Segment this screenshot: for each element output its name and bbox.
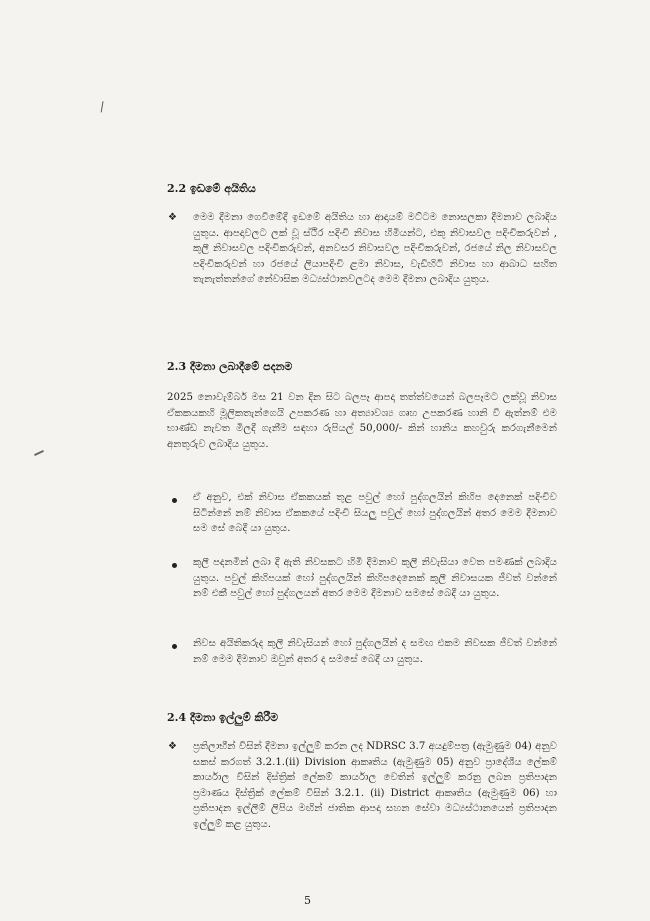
section-heading-2-3: 2.3 දීමනා ලබාදීමේ පදනම <box>167 360 293 373</box>
paragraph-ownership: මෙම දීමනා ගෙවීමේදී ඉඩමේ අයිතිය හා ආදායම් මට්ටම නොසලකා දීමනාව ලබාදිය යුතුය. ආපදාවලට ලක් වූ ස්ථිර පදිංචි නිවාස හිමියන්ට, එකු නිවාසවල පදිංචිකරුවන් , කුලී නිවාසවල පදිංචිකරුවන්, අනවසර නිවාසවල පදිංචිකරුවන්, රජයේ නිල නිවාසවල පදිංචිකරුවන් හා රජයේ ලියාපදිංචි ළමා නිවාස, වැඩිහිටි නිවාස හා ආබාධ සහිත තැනැත්තන්ගේ නේවාසික මධ්‍යස්ථානවලටද මෙම දීමනා ලබාදිය යුතුය. <box>193 212 557 286</box>
diamond-bullet-icon: ❖ <box>168 741 177 752</box>
diamond-bullet-icon: ❖ <box>168 212 177 223</box>
scan-artifact <box>34 450 44 456</box>
list-item-shared-household: ඒ අනුව, එක් නිවාස ඒකකයක් තුළ පවුල් හෝ පුද්ගලයින් කිහිප දෙනෙක් පදිංචිව සිටින්නේ නම් නිවාස ඒකකයේ පදිංචි සියලු පවුල් හෝ පුද්ගලයින් අතර මෙම දීමනාව සම සේ බෙදී යා යුතුය. <box>193 492 557 535</box>
section-heading-2-2: 2.2 ඉඩමේ අයිතිය <box>167 182 256 195</box>
bullet-dot-icon <box>172 563 177 568</box>
list-item-rented-house: කුලී පදනමින් ලබා දී ඇති නිවසකට හිමි දීමනාව කුලී නිවැසියා වෙත පමණක් ලබාදිය යුතුය. පවුල් කිහිපයක් හෝ පුද්ගලයින් කිහිපදෙනෙක් කුලී නිවාසයක ජීවත් වන්නේ නම් එකී පවුල් හෝ පුද්ගලයන් අතර මෙම දීමනාව සමසේ බෙදී යා යුතුය. <box>193 557 557 600</box>
list-item-owner-and-tenants: නිවස අයිතිකරුද කුලී නිවැසියන් හෝ පුද්ගලයින් ද සමඟ එකම නිවසක ජීවත් වන්නේ නම් මෙම දීමනාව ඔවුන් අතර ද සමසේ බෙදී යා යුතුය. <box>193 638 557 665</box>
section-heading-2-4: 2.4 දීමනා ඉල්ලුම් කිරීම <box>167 711 279 724</box>
paragraph-claim-procedure: ප්‍රතිලාභීන් විසින් දීමනා ඉල්ලුම් කරන ලද NDRSC 3.7 අයදුම්පත්‍ර (ඇමුණුම 04) අනුව සකස් කරගත් 3.2.1.(ii) Division ආකෘතිය (ඇමුණුම 05) අනුව ප්‍රාදේශීය ලේකම් කාර්යාල විසින් දිස්ත්‍රික් ලේකම් කාර්යාල වෙතින් ඉල්ලුම් කරනු ලබන ප්‍රතිපාදන ප්‍රමාණය දිස්ත්‍රික් ලේකම් විසින් 3.2.1. (ii) District ආකෘතිය (ඇමුණුම 06) හා ප්‍රතිපාදන ඉල්ලීම් ලිපිය මඟින් ජාතික ආපදා සහන සේවා මධ්‍යස්ථානයෙන් ප්‍රතිපාදන ඉල්ලුම් කළ යුතුය. <box>193 741 557 830</box>
bullet-dot-icon <box>172 498 177 503</box>
paragraph-basis-intro: 2025 නොවැම්බර් මස 21 වන දින සිට බලපෑ ආපදා තත්ත්වයෙන් බලපෑමට ලක්වූ නිවාස ඒකකයකහි මූලිකතැන්ගෙයි උපකරණ හා අත්‍යාවශ්‍ය ගෘහ උපකරණ හානි වී ඇත්නම් එම භාණ්ඩ නැවත මිලදී ගැනීම සඳහා රුපියල් 50,000/- කින් හානිය කහවුරු කරගැනීමෙන් අනතුරුව ලබාදිය යුතුය. <box>167 392 557 450</box>
page-number: 5 <box>304 894 311 907</box>
margin-mark: / <box>98 99 106 116</box>
bullet-dot-icon <box>172 644 177 649</box>
